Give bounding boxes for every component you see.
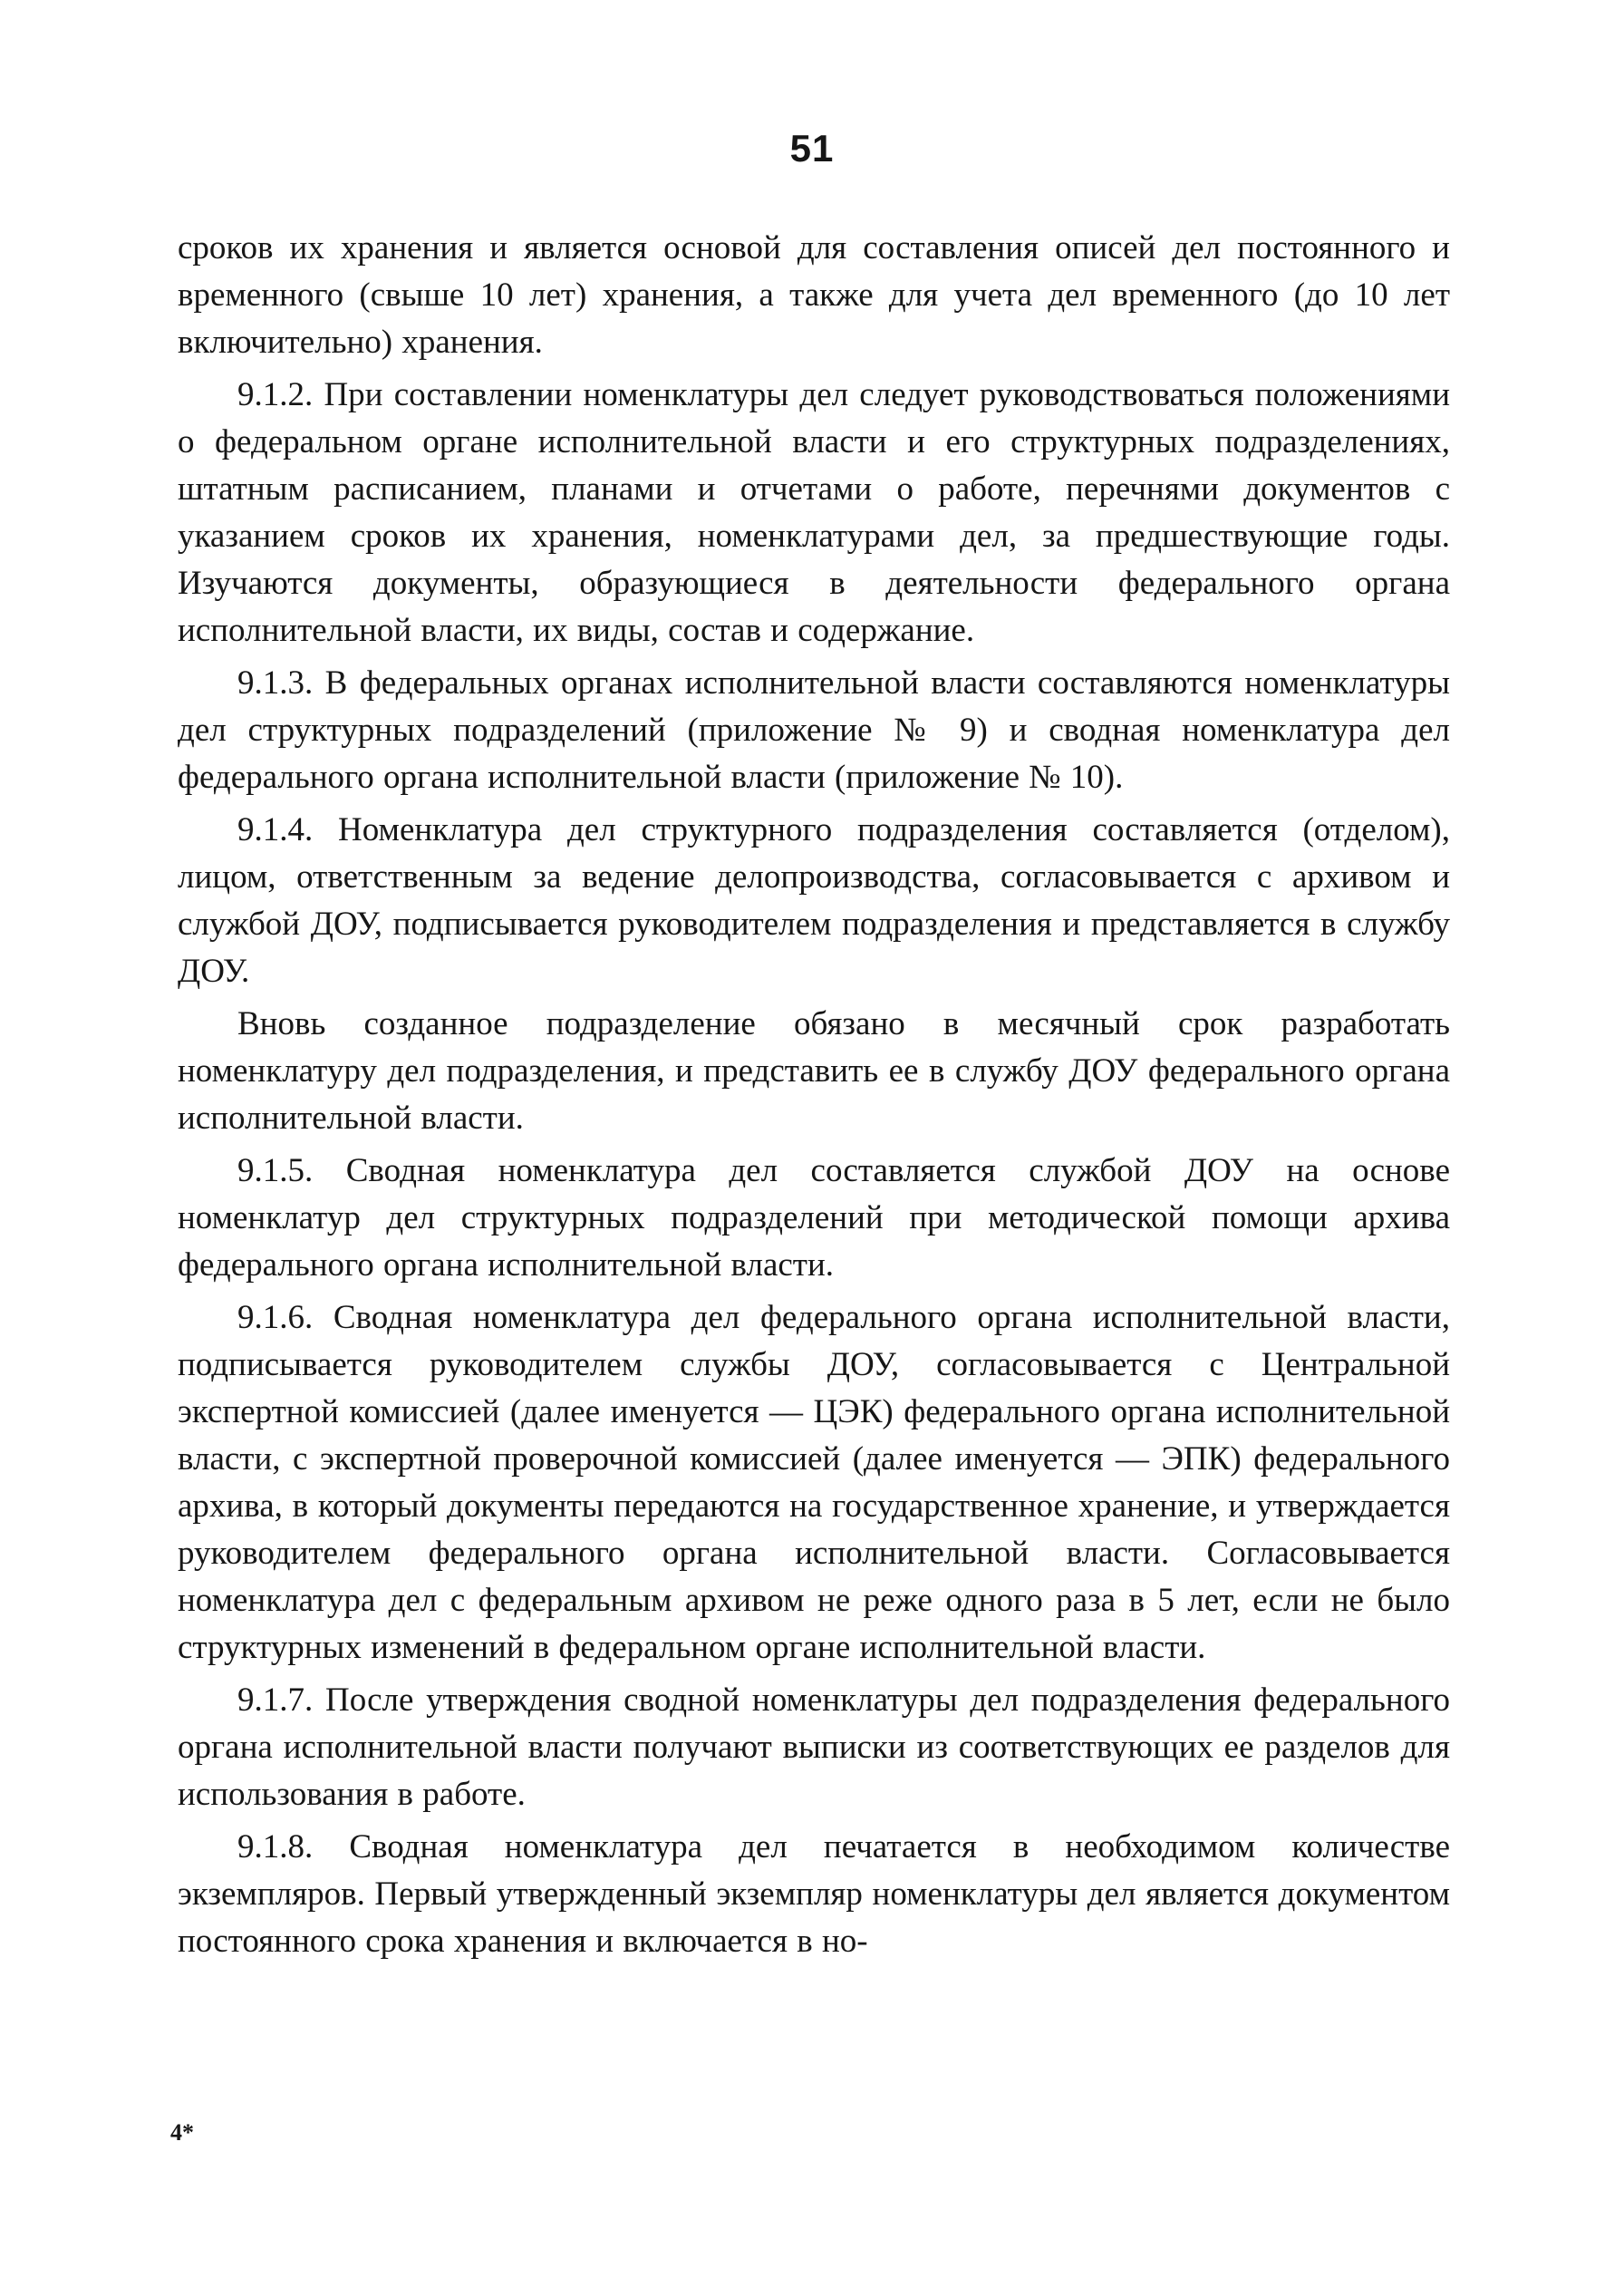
paragraph-9-1-3: 9.1.3. В федеральных органах исполнительной власти составляются номенклатуры дел структурных подразделений (приложение № 9) и сводная номенклатура дел федерального органа исполнительной власти (приложение № 10). xyxy=(178,664,1450,796)
body-text xyxy=(178,225,1450,1971)
paragraph-9-1-7: 9.1.7. После утверждения сводной номенклатуры дел подразделения федерального органа исполнительной власти получают выписки из соответствующих ее разделов для использования в работе. xyxy=(178,1681,1450,1813)
paragraph-continuation: сроков их хранения и является основой для составления описей дел постоянного и временного (свыше 10 лет) хранения, а также для учета дел временного (до 10 лет включительно) хранения. xyxy=(178,229,1450,361)
printer-signature-mark: 4* xyxy=(170,2119,194,2146)
paragraph-9-1-4: 9.1.4. Номенклатура дел структурного подразделения составляется (отделом), лицом, ответственным за ведение делопроизводства, согласовывается с архивом и службой ДОУ, подписывается руководителем подразделения и представляется в службу ДОУ. xyxy=(178,811,1450,990)
page-number: 51 xyxy=(789,127,835,170)
paragraph-9-1-2: 9.1.2. При составлении номенклатуры дел следует руководствоваться положениями о федеральном органе исполнительной власти и его структурных подразделениях, штатным расписанием, планами и отчетами о работе, перечнями документов с указанием сроков их хранения, номенклатурами дел, за предшествующие годы. Изучаются документы, образующиеся в деятельности федерального органа исполнительной власти, их виды, состав и содержание. xyxy=(178,376,1450,649)
paragraph-9-1-8: 9.1.8. Сводная номенклатура дел печатается в необходимом количестве экземпляров. Первый утвержденный экземпляр номенклатуры дел является документом постоянного срока хранения и включается в но- xyxy=(178,1828,1450,1960)
paragraph-9-1-6: 9.1.6. Сводная номенклатура дел федерального органа исполнительной власти, подписывается руководителем службы ДОУ, согласовывается с Центральной экспертной комиссией (далее именуется — ЦЭК) федерального органа исполнительной власти, с экспертной проверочной комиссией (далее именуется — ЭПК) федерального архива, в который документы передаются на государственное хранение, и утверждается руководителем федерального органа исполнительной власти. Согласовывается номенклатура дел с федеральным архивом не реже одного раза в 5 лет, если не было структурных изменений в федеральном органе исполнительной власти. xyxy=(178,1299,1450,1666)
paragraph-new-subdivision: Вновь созданное подразделение обязано в месячный срок разработать номенклатуру дел подразделения, и представить ее в службу ДОУ федерального органа исполнительной власти. xyxy=(178,1005,1450,1137)
paragraph-9-1-5: 9.1.5. Сводная номенклатура дел составляется службой ДОУ на основе номенклатур дел структурных подразделений при методической помощи архива федерального органа исполнительной власти. xyxy=(178,1152,1450,1284)
